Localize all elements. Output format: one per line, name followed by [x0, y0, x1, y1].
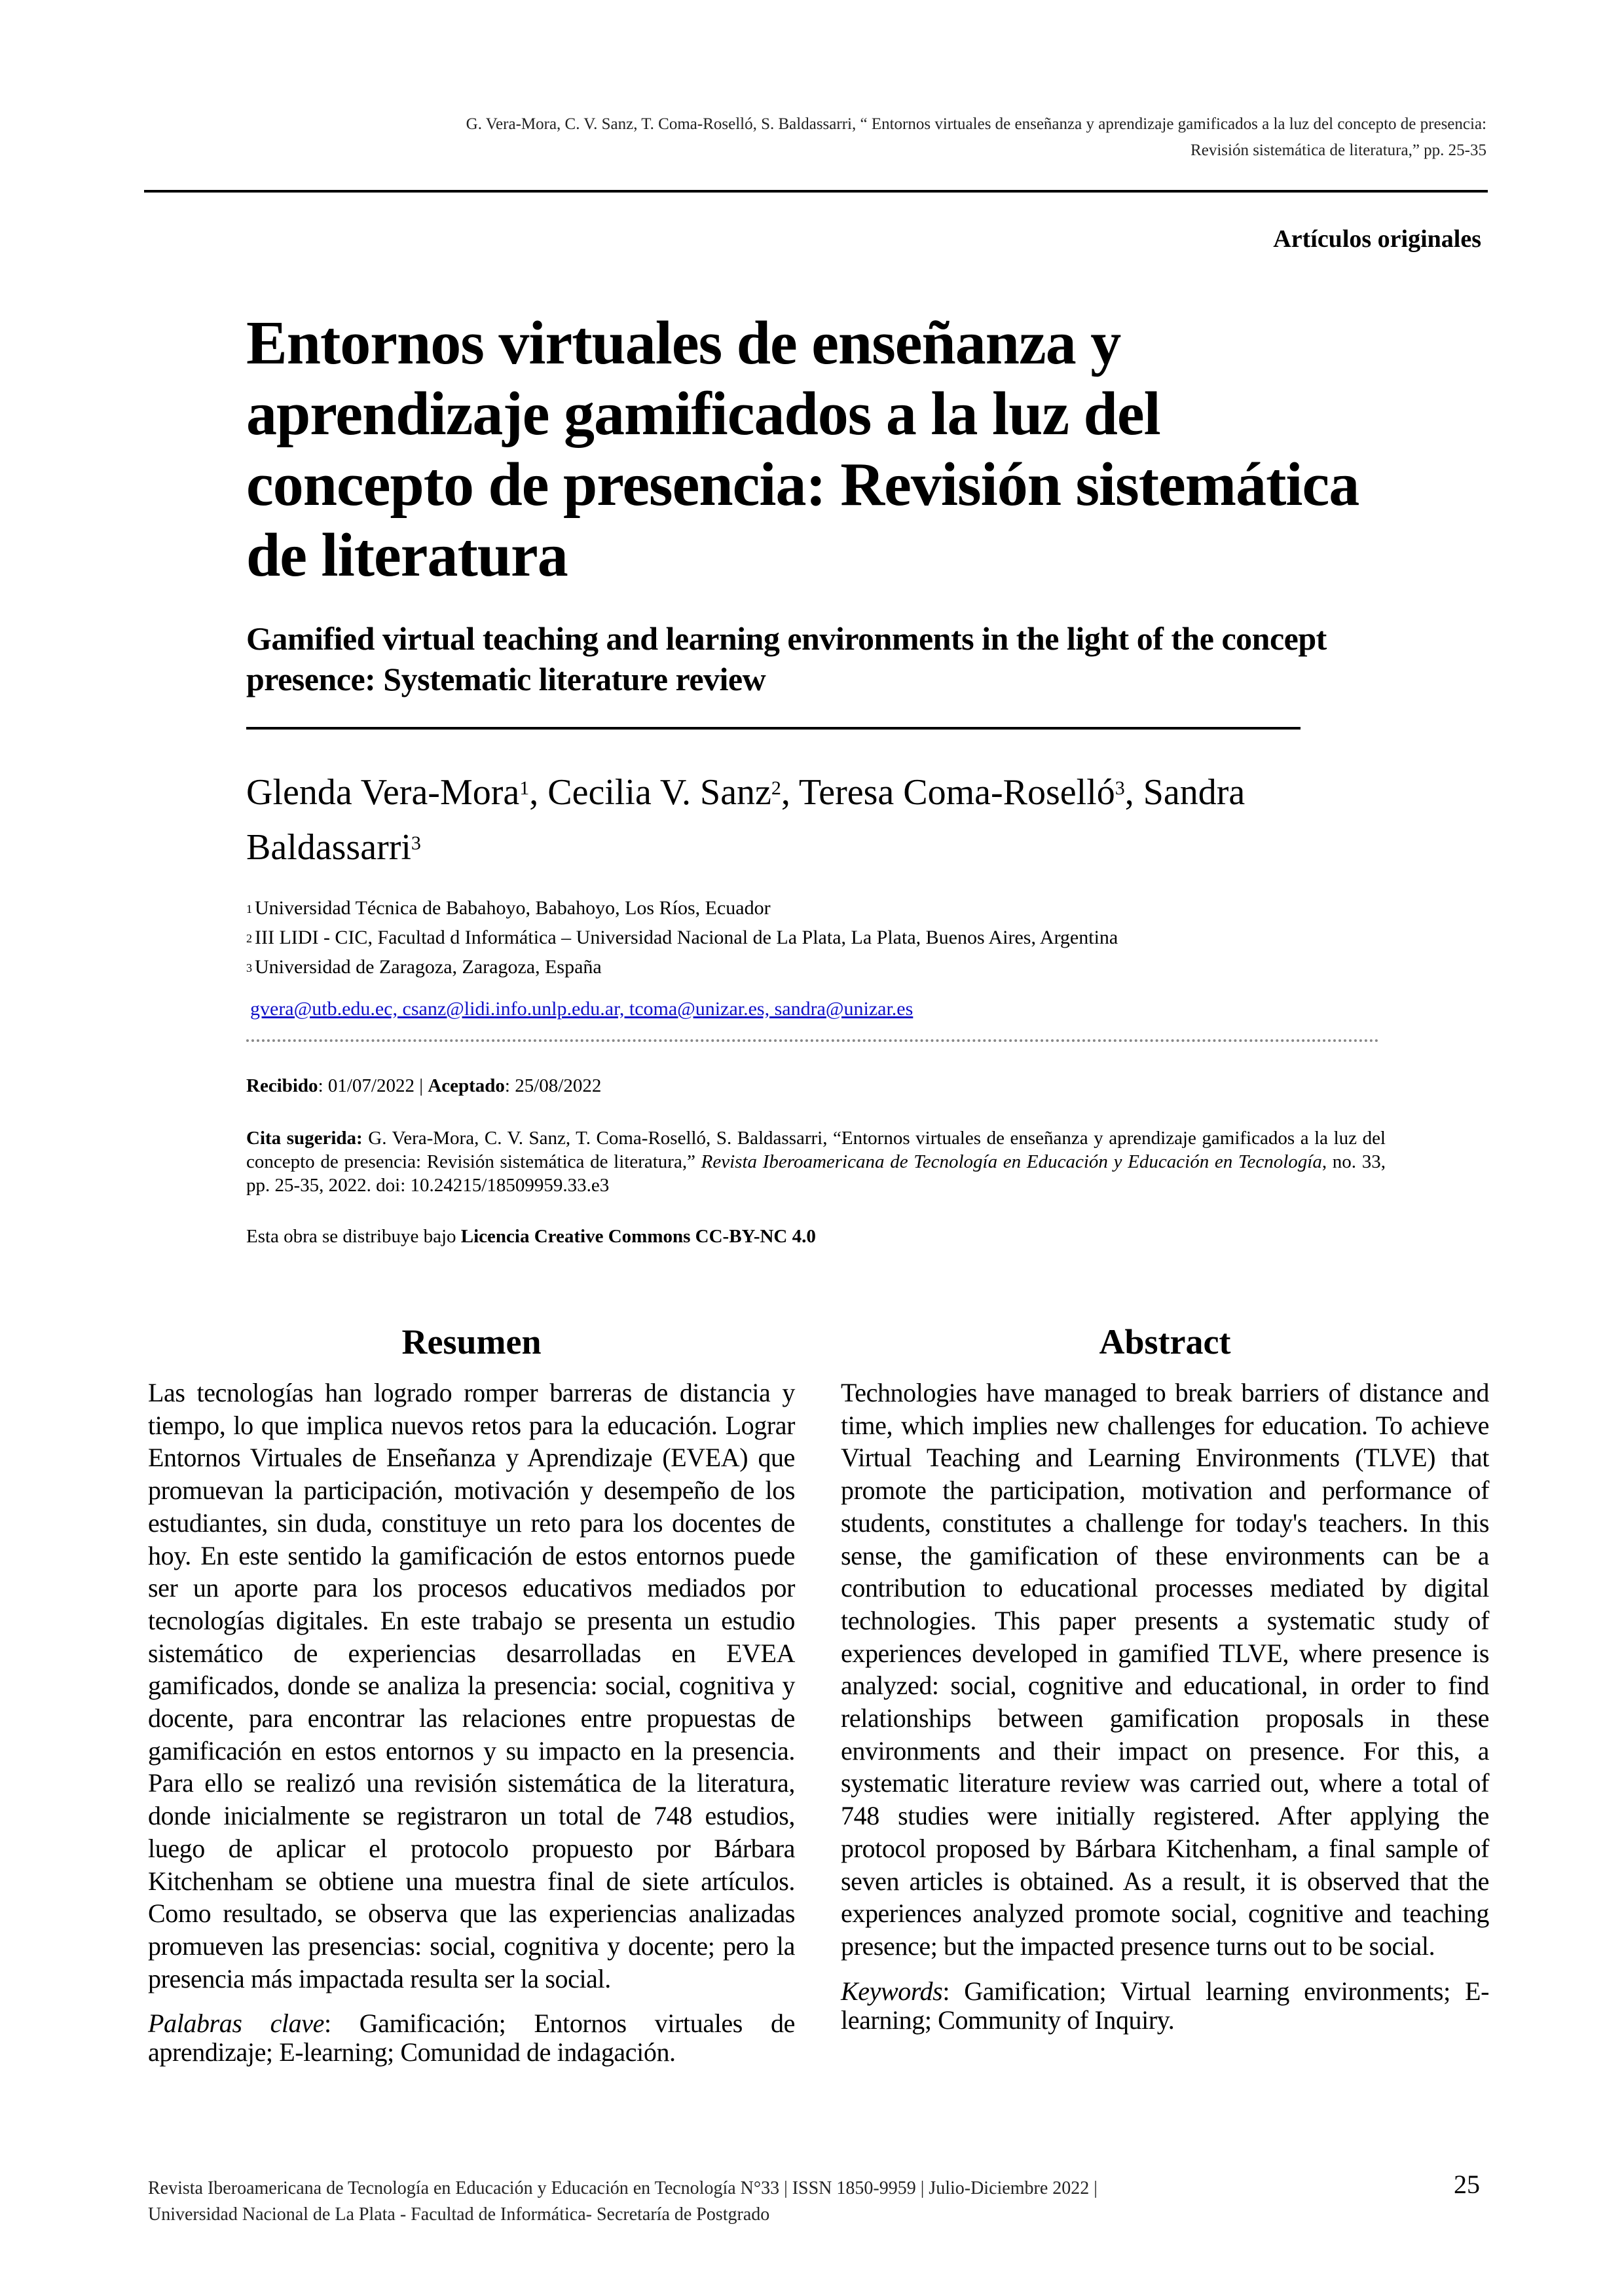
citation-text: G. Vera-Mora, C. V. Sanz, T. Coma-Roselló, S. Baldassarri, “Entornos virtuales de enseñanza y aprendizaje gamificados a la luz del concepto de presencia: Revisión sistemática de literatura,” — [246, 1128, 1386, 1172]
received-label: Recibido — [246, 1075, 318, 1096]
affiliation-number: 3 — [246, 961, 252, 974]
author-name: Glenda Vera-Mora — [246, 772, 520, 813]
title-spanish: Entornos virtuales de enseñanza y aprendizaje gamificados a la luz del concepto de presencia: Revisión sistemática de literatura — [246, 309, 1359, 589]
license-name: Licencia Creative Commons CC-BY-NC 4.0 — [460, 1226, 816, 1247]
accepted-label: Aceptado — [428, 1075, 505, 1096]
citation-journal: Revista Iberoamericana de Tecnología en Educación y Educación en Tecnología — [701, 1151, 1322, 1172]
author-emails-link[interactable]: gvera@utb.edu.ec, csanz@lidi.info.unlp.edu.ar, tcoma@unizar.es, sandra@unizar.es — [250, 998, 913, 1020]
received-date: 01/07/2022 — [327, 1075, 415, 1096]
keywords-text: : Gamificación; Entornos virtuales de aprendizaje; E-learning; Comunidad de indagación. — [148, 2009, 795, 2067]
running-header — [157, 111, 1486, 164]
citation-details: , no. 33, pp. 25-35, 2022. doi: 10.24215/18509959.33.e3 — [246, 1151, 1386, 1196]
author-affiliation-mark: 2 — [771, 777, 781, 799]
running-header-line-2: Revisión sistemática de literatura,” pp. 25-35 — [1190, 141, 1486, 159]
header-rule — [144, 190, 1488, 193]
affiliation-number: 2 — [246, 932, 252, 945]
license-prefix: Esta obra se distribuye bajo — [246, 1226, 461, 1247]
resumen-keywords — [148, 2009, 795, 2067]
footer-university-line: Universidad Nacional de La Plata - Facultad de Informática- Secretaría de Postgrado — [148, 2204, 770, 2225]
affiliation-list — [246, 893, 1359, 982]
author-affiliation-mark: 3 — [411, 832, 421, 854]
keywords-label: Palabras clave — [148, 2009, 324, 2039]
affiliation-text: Universidad Técnica de Babahoyo, Babahoyo, Los Ríos, Ecuador — [255, 897, 771, 919]
section-label: Artículos originales — [1273, 225, 1481, 253]
abstract-section — [841, 1322, 1489, 2035]
author-name: Sandra Baldassarri — [246, 772, 1246, 868]
title-rule — [246, 727, 1301, 730]
accepted-date: 25/08/2022 — [515, 1075, 602, 1096]
citation-label: Cita sugerida: — [246, 1128, 363, 1149]
license-notice — [246, 1226, 816, 1248]
publication-dates: Recibido: 01/07/2022 | Aceptado: 25/08/2022 — [246, 1075, 602, 1096]
resumen-body: Las tecnologías han logrado romper barreras de distancia y tiempo, lo que implica nuevos retos para la educación. Lograr Entornos Virtuales de Enseñanza y Aprendizaje (EVEA) que promuevan la participación, motivación y desempeño de los estudiantes, sin duda, constituye un reto para los docentes de hoy. En este sentido la gamificación de estos entornos puede ser un aporte para los procesos educativos mediados por tecnologías digitales. En este trabajo se presenta un estudio sistemático de experiencias desarrolladas en EVEA gamificados, donde se analiza la presencia: social, cognitiva y docente, para encontrar las relaciones entre propuestas de gamificación en estos entornos y su impacto en la presencia. Para ello se realizó una revisión sistemática de la literatura, donde inicialmente se registraron un total de 748 estudios, luego de aplicar el protocolo propuesto por Bárbara Kitchenham se obtiene una muestra final de siete artículos. Como resultado, se observa que las experiencias analizadas promueven las presencias: social, cognitiva y docente; pero la presencia más impactada resulta ser la social. — [148, 1378, 795, 1993]
suggested-citation — [246, 1126, 1386, 1197]
author-list: Glenda Vera-Mora$^1$, Cecilia V. Sanz$^2$, Teresa Coma-Roselló$^3$, Sandra Baldassarri$^3$ — [246, 772, 1246, 868]
page-footer — [148, 2176, 1327, 2228]
footer-journal-line: Revista Iberoamericana de Tecnología en Educación y Educación en Tecnología N°33 | ISSN 1850-9959 | Julio-Diciembre 2022 | — [148, 2178, 1098, 2198]
affiliation-item — [246, 923, 1359, 952]
abstract-keywords — [841, 1977, 1489, 2035]
title-english: Gamified virtual teaching and learning environments in the light of the concept presence: Systematic literature review — [246, 620, 1327, 697]
abstract-body: Technologies have managed to break barriers of distance and time, which implies new challenges for education. To achieve Virtual Teaching and Learning Environments (TLVE) that promote the participation, motivation and performance of students, constitutes a challenge for today's teachers. In this sense, the gamification of these environments can be a contribution to educational processes mediated by digital technologies. This paper presents a systematic study of experiences developed in gamified TLVE, where presence is analyzed: social, cognitive and educational, in order to find relationships between gamification proposals in these environments and their impact on presence. For this, a systematic literature review was carried out, where a total of 748 studies were initially registered. After applying the protocol proposed by Bárbara Kitchenham, a final sample of seven articles is obtained. As a result, it is observed that the experiences analyzed promote social, cognitive and teaching presence; but the impacted presence turns out to be social. — [841, 1378, 1489, 1961]
resumen-heading: Resumen — [401, 1322, 542, 1361]
abstract-heading: Abstract — [1099, 1322, 1231, 1361]
affiliation-item — [246, 952, 1359, 982]
dotted-separator — [246, 1039, 1379, 1042]
running-header-line-1: G. Vera-Mora, C. V. Sanz, T. Coma-Roselló, S. Baldassarri, “ Entornos virtuales de enseñanza y aprendizaje gamificados a la luz del concepto de presencia: — [466, 115, 1486, 133]
keywords-label: Keywords — [841, 1976, 943, 2006]
affiliation-number: 1 — [246, 902, 252, 916]
affiliation-item — [246, 893, 1359, 923]
author-name: Teresa Coma-Roselló — [798, 772, 1115, 813]
affiliation-text: III LIDI - CIC, Facultad d Informática – Universidad Nacional de La Plata, La Plata, Buenos Aires, Argentina — [255, 927, 1118, 948]
affiliation-text: Universidad de Zaragoza, Zaragoza, España — [255, 956, 602, 978]
author-affiliation-mark: 3 — [1115, 777, 1125, 799]
page-number: 25 — [1454, 2170, 1480, 2199]
keywords-text: : Gamification; Virtual learning environments; E-learning; Community of Inquiry. — [841, 1976, 1489, 2035]
author-affiliation-mark: 1 — [519, 777, 530, 799]
author-name: Cecilia V. Sanz — [547, 772, 771, 813]
resumen-section — [148, 1322, 795, 2067]
